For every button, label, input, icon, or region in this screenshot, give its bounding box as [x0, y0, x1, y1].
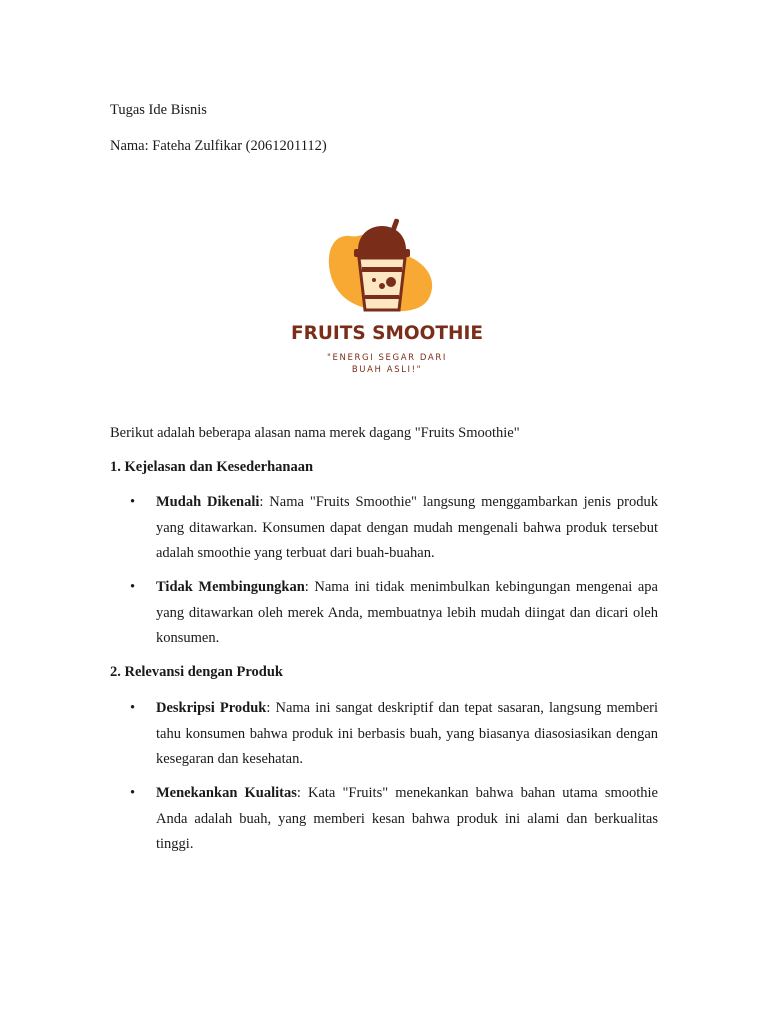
document-title: Tugas Ide Bisnis	[110, 102, 207, 118]
author-name-line: Nama: Fateha Zulfikar (2061201112)	[110, 138, 327, 154]
cup-lid-shape	[358, 226, 406, 250]
bullet-icon: •	[130, 579, 136, 595]
list-item-term: Mudah Dikenali	[156, 494, 260, 510]
bullet-icon: •	[130, 700, 136, 716]
fruit-bubble-medium	[379, 283, 385, 289]
fruits-smoothie-logo	[262, 192, 512, 397]
list-item-text	[156, 781, 658, 858]
list-item-text	[156, 696, 658, 773]
list-item-text	[156, 490, 658, 567]
list-item	[110, 490, 658, 568]
list-item-term: Tidak Membingungkan	[156, 579, 305, 595]
fruit-bubble-small	[372, 278, 376, 282]
cup-band-lower-shape	[365, 295, 399, 299]
section-heading-2: 2. Relevansi dengan Produk	[110, 664, 283, 680]
cup-band-shape	[362, 267, 402, 272]
list-item	[110, 575, 658, 653]
fruit-bubble-large	[386, 277, 396, 287]
list-item-description: : Nama ini tidak menimbulkan kebingungan mengenai apa yang ditawarkan oleh merek Anda, membuatnya lebih mudah diingat dan dicari oleh konsumen.	[156, 579, 658, 646]
bullet-icon: •	[130, 494, 136, 510]
list-item	[110, 696, 658, 774]
logo-tagline-line1: "ENERGI SEGAR DARI	[327, 353, 447, 363]
logo-graphic	[262, 192, 512, 397]
intro-paragraph: Berikut adalah beberapa alasan nama merek dagang "Fruits Smoothie"	[110, 425, 520, 441]
cup-rim-shape	[354, 249, 410, 257]
list-item-description: : Nama "Fruits Smoothie" langsung menggambarkan jenis produk yang ditawarkan. Konsumen dapat dengan mudah mengenali bahwa produk tersebut adalah smoothie yang terbuat dari buah-buahan.	[156, 494, 658, 561]
list-item-term: Deskripsi Produk	[156, 700, 267, 716]
list-item-text	[156, 575, 658, 652]
list-item	[110, 781, 658, 859]
logo-tagline-line2: BUAH ASLI!"	[351, 365, 423, 375]
list-item-description: : Kata "Fruits" menekankan bahwa bahan utama smoothie Anda adalah buah, yang memberi kesan bahwa produk ini alami dan berkualitas tinggi.	[156, 785, 658, 852]
logo-brand-text: FRUITS SMOOTHIE	[291, 323, 483, 344]
section-heading-1: 1. Kejelasan dan Kesederhanaan	[110, 459, 314, 475]
list-item-description: : Nama ini sangat deskriptif dan tepat sasaran, langsung memberi tahu konsumen bahwa produk ini berbasis buah, yang biasanya diasosiasikan dengan kesegaran dan kesehatan.	[156, 700, 658, 767]
list-item-term: Menekankan Kualitas	[156, 785, 297, 801]
bullet-icon: •	[130, 785, 136, 801]
